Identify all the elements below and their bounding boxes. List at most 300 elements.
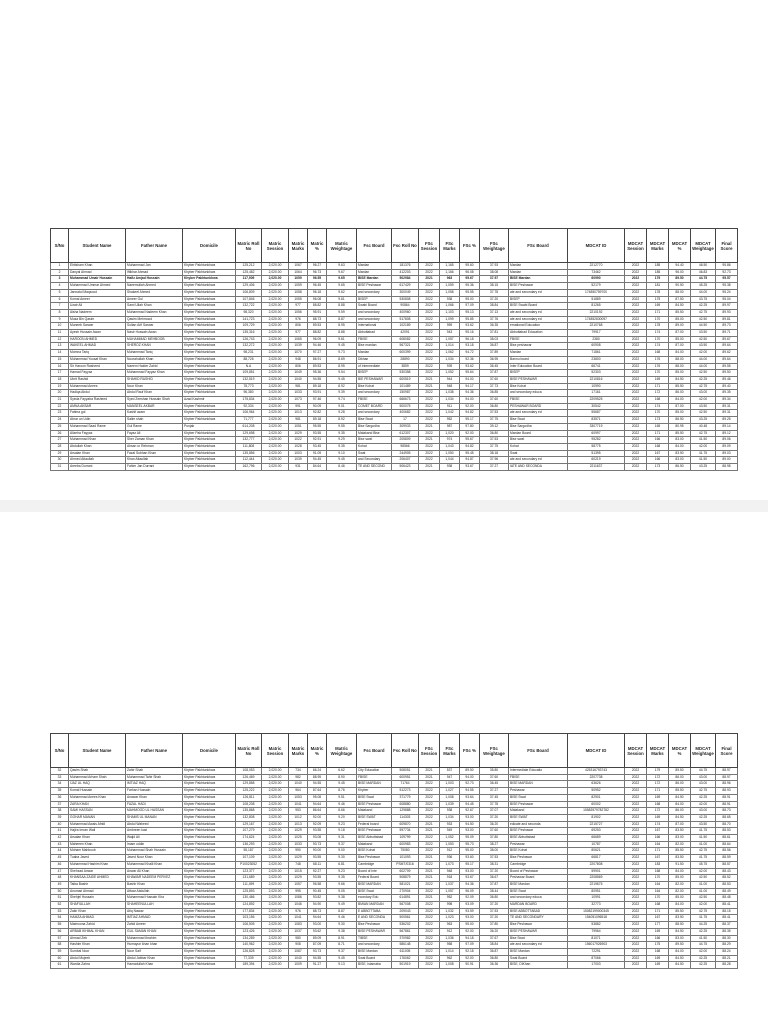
- table-cell: Tuaba Javed: [69, 855, 126, 862]
- table-row: [51, 814, 738, 821]
- table-cell: Danyal Ahmad: [69, 269, 126, 276]
- table-cell: 7: [51, 303, 69, 310]
- table-cell: 85.50: [669, 848, 691, 855]
- table-cell: 171: [647, 309, 669, 316]
- table-cell: Muhammad Nadeem Khan: [126, 309, 183, 316]
- table-cell: 1,020: [440, 430, 460, 437]
- table-cell: Bise swat: [357, 437, 392, 444]
- table-cell: Moham Mahboob: [69, 848, 126, 855]
- table-cell: 1029: [289, 875, 308, 882]
- table-cell: 2022: [625, 464, 647, 471]
- table-cell: 44.00: [691, 356, 716, 363]
- table-cell: 37.87: [480, 881, 509, 888]
- table-cell: 2,020.00: [262, 350, 289, 357]
- table-cell: 88.30: [716, 935, 738, 942]
- table-cell: 84.50: [669, 376, 691, 383]
- table-cell: 93.67: [460, 464, 480, 471]
- table-cell: 89.71: [716, 330, 738, 337]
- table-cell: 977: [289, 303, 308, 310]
- table-cell: 71,777: [236, 417, 262, 424]
- table-cell: 9.37: [327, 841, 357, 848]
- table-cell: 2022: [419, 781, 440, 788]
- table-cell: 9.35: [327, 875, 357, 882]
- table-cell: E ABBOTTABA: [357, 908, 392, 915]
- table-cell: 1,037: [440, 881, 460, 888]
- table-cell: 42.00: [691, 801, 716, 808]
- table-cell: 2,020.00: [262, 410, 289, 417]
- table-cell: Khyber Pakhtunkhwa: [183, 363, 236, 370]
- table-cell: Ubrit Rashid: [69, 376, 126, 383]
- table-cell: 150987: [392, 390, 419, 397]
- table-cell: 84.50: [669, 928, 691, 935]
- table-cell: 2022: [419, 801, 440, 808]
- table-cell: 2022: [419, 336, 440, 343]
- table-cell: 2022: [625, 376, 647, 383]
- table-cell: 95.00: [460, 296, 480, 303]
- table-cell: 990: [289, 848, 308, 855]
- table-cell: 597734: [392, 828, 419, 835]
- table-cell: 95.17: [460, 861, 480, 868]
- table-cell: 2022: [625, 962, 647, 969]
- table-cell: 1,003: [440, 781, 460, 788]
- table-cell: 166: [647, 935, 669, 942]
- table-cell: 2022: [419, 263, 440, 270]
- table-cell: 88.24: [716, 948, 738, 955]
- table-cell: 82901: [568, 794, 625, 801]
- table-cell: 958: [440, 942, 460, 949]
- table-cell: 170: [647, 875, 669, 882]
- table-cell: 18: [51, 376, 69, 383]
- table-cell: 9.45: [327, 955, 357, 962]
- table-cell: 2022: [625, 343, 647, 350]
- table-cell: 2021: [419, 276, 440, 283]
- table-row: [51, 942, 738, 949]
- table-cell: 88.91: [716, 801, 738, 808]
- table-cell: 41.75: [691, 828, 716, 835]
- table-cell: 908: [289, 942, 308, 949]
- table-cell: MARDAN BOARD: [509, 902, 568, 909]
- table-cell: 85.00: [669, 370, 691, 377]
- table-cell: 2022: [625, 390, 647, 397]
- table-cell: 164: [647, 841, 669, 848]
- table-cell: 976: [289, 908, 308, 915]
- table-cell: 95.36: [460, 283, 480, 290]
- table-cell: 1040: [289, 376, 308, 383]
- table-cell: 9.38: [327, 928, 357, 935]
- table-row: [51, 336, 738, 343]
- table-cell: 2021: [419, 383, 440, 390]
- table-cell: 185: [647, 269, 669, 276]
- table-cell: 2,020.00: [262, 383, 289, 390]
- table-cell: 530808: [392, 296, 419, 303]
- table-cell: 1039: [289, 343, 308, 350]
- table-cell: FBISE: [509, 397, 568, 404]
- table-cell: 2,020.00: [262, 283, 289, 290]
- table-cell: Alizeha Fayyaz: [69, 430, 126, 437]
- column-header: MDCAT %: [669, 229, 691, 263]
- table-row: [51, 289, 738, 296]
- table-cell: 14: [51, 350, 69, 357]
- table-cell: MANSEEL AKBAR: [126, 403, 183, 410]
- table-cell: Javed Noor Khan: [126, 855, 183, 862]
- table-cell: Khyber Pakhtunkhwa: [183, 316, 236, 323]
- table-cell: 2,020.00: [262, 370, 289, 377]
- table-cell: 123,377: [236, 868, 262, 875]
- table-cell: 949: [440, 828, 460, 835]
- table-cell: 166: [647, 457, 669, 464]
- table-cell: 944: [440, 376, 460, 383]
- table-cell: Khyber Pakhtunkhwa: [183, 263, 236, 270]
- table-cell: 44: [51, 848, 69, 855]
- table-cell: 2,020.00: [262, 437, 289, 444]
- table-cell: Ayesh Hussain Awan: [69, 330, 126, 337]
- table-cell: 30542: [568, 403, 625, 410]
- table-cell: 974: [440, 437, 460, 444]
- table-cell: 2022: [625, 794, 647, 801]
- table-cell: 8.71: [327, 942, 357, 949]
- table-cell: 2,020.00: [262, 316, 289, 323]
- table-cell: 36.80: [480, 430, 509, 437]
- table-cell: Muhammad Tahir Shah: [126, 774, 183, 781]
- table-cell: 609870: [392, 821, 419, 828]
- table-cell: Khyber Pakhtunkhwa: [183, 962, 236, 969]
- table-cell: 89.00: [669, 323, 691, 330]
- table-cell: 2,020.00: [262, 875, 289, 882]
- table-cell: 172: [647, 808, 669, 815]
- table-cell: 8.87: [327, 316, 357, 323]
- table-cell: 82.00: [669, 841, 691, 848]
- table-cell: 9.67: [327, 269, 357, 276]
- table-cell: 38: [51, 808, 69, 815]
- table-cell: 166: [647, 835, 669, 842]
- table-cell: 6.81: [327, 861, 357, 868]
- table-cell: 85.00: [669, 336, 691, 343]
- table-cell: 170: [647, 370, 669, 377]
- table-cell: Muhammad Ibrahim: [126, 935, 183, 942]
- table-cell: 36.95: [480, 356, 509, 363]
- table-cell: 86.00: [669, 774, 691, 781]
- table-cell: 38.44: [480, 888, 509, 895]
- table-cell: 600399: [392, 350, 419, 357]
- table-cell: 37.53: [480, 437, 509, 444]
- table-cell: 2022: [625, 881, 647, 888]
- table-cell: Gul Rame: [126, 423, 183, 430]
- table-cell: Federal Board: [357, 875, 392, 882]
- table-cell: Bise swat: [509, 437, 568, 444]
- table-cell: 88.37: [716, 922, 738, 929]
- table-cell: 135,316: [236, 330, 262, 337]
- table-cell: Khyber Pakhtunkhwa: [183, 370, 236, 377]
- table-cell: 911: [440, 403, 460, 410]
- table-cell: 1,166: [440, 269, 460, 276]
- table-cell: 9.28: [327, 410, 357, 417]
- column-header: MDCAT Marks: [647, 229, 669, 263]
- table-cell: Peshawar: [509, 841, 568, 848]
- table-cell: 36.36: [480, 962, 509, 969]
- column-header: Fsc Board: [357, 229, 392, 263]
- table-cell: Syed Zeeshan Hussain Shah: [126, 397, 183, 404]
- table-cell: ate and secondary ed: [509, 289, 568, 296]
- table-cell: 72291: [568, 948, 625, 955]
- table-cell: Khyber Pakhtunkhwa: [183, 895, 236, 902]
- table-row: [51, 309, 738, 316]
- table-cell: 508051: [392, 768, 419, 775]
- table-cell: 89.34: [716, 397, 738, 404]
- table-cell: 36.20: [480, 928, 509, 935]
- table-cell: 2207738: [568, 774, 625, 781]
- table-cell: 2022: [625, 336, 647, 343]
- table-cell: Mardan: [509, 263, 568, 270]
- table-cell: 47: [51, 868, 69, 875]
- table-cell: 1033: [289, 390, 308, 397]
- table-cell: 976: [289, 316, 308, 323]
- table-cell: 1040: [289, 781, 308, 788]
- table-cell: 41.75: [691, 915, 716, 922]
- table-cell: 42.25: [691, 376, 716, 383]
- table-cell: 96.58: [308, 881, 327, 888]
- column-header: Father Name: [126, 229, 183, 263]
- table-cell: 94.82: [460, 443, 480, 450]
- table-cell: 2,020.00: [262, 443, 289, 450]
- table-cell: BISE Swat: [509, 888, 568, 895]
- table-cell: 66741: [568, 363, 625, 370]
- table-cell: 37.75: [480, 443, 509, 450]
- table-cell: 2,020.00: [262, 768, 289, 775]
- table-cell: 88.53: [716, 828, 738, 835]
- table-cell: 1,050: [440, 450, 460, 457]
- table-cell: 1073: [289, 397, 308, 404]
- table-cell: 107,279: [236, 828, 262, 835]
- table-cell: 912: [440, 928, 460, 935]
- table-cell: 2,020.00: [262, 888, 289, 895]
- table-cell: City Education: [357, 768, 392, 775]
- table-cell: 96.45: [308, 283, 327, 290]
- table-cell: 2022: [625, 263, 647, 270]
- table-cell: 96.00: [669, 269, 691, 276]
- table-cell: 991: [289, 403, 308, 410]
- table-cell: Khyber Pakhtunkhwa: [183, 450, 236, 457]
- table-cell: 87.00: [669, 343, 691, 350]
- table-row: [51, 848, 738, 855]
- table-cell: 16: [51, 363, 69, 370]
- table-cell: 89.18: [308, 383, 327, 390]
- table-cell: 75080: [392, 848, 419, 855]
- table-cell: 92.09: [460, 895, 480, 902]
- table-cell: 1059: [289, 276, 308, 283]
- table-cell: 1003: [289, 450, 308, 457]
- table-cell: 2208569: [568, 875, 625, 882]
- table-cell: 2022: [625, 397, 647, 404]
- table-cell: 37.73: [480, 383, 509, 390]
- table-cell: 2,020.00: [262, 774, 289, 781]
- table-row: [51, 962, 738, 969]
- table-cell: 69253: [568, 828, 625, 835]
- table-cell: 2,020.00: [262, 855, 289, 862]
- table-cell: International: [357, 323, 392, 330]
- table-cell: 170: [647, 895, 669, 902]
- table-cell: Iftikhar Ahmad: [126, 269, 183, 276]
- table-cell: 42.75: [691, 788, 716, 795]
- table-cell: 95.24: [716, 289, 738, 296]
- table-cell: BISE PESHAWAR: [357, 928, 392, 935]
- table-cell: 21: [51, 397, 69, 404]
- table-cell: 43.50: [691, 403, 716, 410]
- table-cell: 60219: [568, 457, 625, 464]
- table-cell: ate and secondary ed: [509, 309, 568, 316]
- table-cell: 83.50: [669, 855, 691, 862]
- table-cell: Bise peshawar: [509, 343, 568, 350]
- header-row: [51, 734, 738, 768]
- table-cell: 23: [51, 410, 69, 417]
- table-cell: Muhammad Khalil Khan: [126, 861, 183, 868]
- table-cell: 37.60: [480, 774, 509, 781]
- table-cell: Swat: [357, 450, 392, 457]
- table-cell: FAZAL HADI: [126, 801, 183, 808]
- table-cell: 32: [51, 768, 69, 775]
- table-cell: 171: [647, 908, 669, 915]
- table-cell: 91.50: [669, 861, 691, 868]
- table-cell: 24: [51, 417, 69, 424]
- table-cell: 92.73: [460, 781, 480, 788]
- table-cell: 89.50: [716, 370, 738, 377]
- table-cell: BISE SWAT: [509, 814, 568, 821]
- table-cell: IJAZ UL HAQ: [69, 781, 126, 788]
- table-cell: 2,020.00: [262, 881, 289, 888]
- table-cell: BISE Peshawar: [509, 283, 568, 290]
- table-cell: 88.70: [716, 821, 738, 828]
- table-cell: 1,014: [440, 948, 460, 955]
- table-row: [51, 828, 738, 835]
- table-cell: Khyber Pakhtunkhwa: [183, 343, 236, 350]
- table-cell: 94.45: [308, 457, 327, 464]
- table-cell: Khyber Pakhtunkhwa: [183, 788, 236, 795]
- table-cell: 44.75: [691, 768, 716, 775]
- table-cell: Shehzad Anwar: [69, 868, 126, 875]
- table-cell: 95.73: [460, 841, 480, 848]
- table-cell: Abbottabad: [357, 330, 392, 337]
- table-cell: BISE PESHAWAR: [509, 376, 568, 383]
- table-cell: 89.50: [669, 768, 691, 775]
- table-cell: 176062: [392, 955, 419, 962]
- table-cell: 2,020.00: [262, 403, 289, 410]
- table-cell: ZARA KHAN: [69, 801, 126, 808]
- column-header: Matric Roll No: [236, 734, 262, 768]
- table-cell: 88.57: [716, 861, 738, 868]
- table-cell: 81902: [568, 814, 625, 821]
- table-cell: GUL SAMAN KHAN: [126, 928, 183, 935]
- table-cell: 2022: [419, 430, 440, 437]
- table-cell: Swabi Board: [357, 303, 392, 310]
- table-cell: BISE Swat: [357, 794, 392, 801]
- table-cell: 42.25: [691, 928, 716, 935]
- table-cell: Khyber Pakhtunkhwa: [183, 417, 236, 424]
- table-cell: 2210768: [568, 323, 625, 330]
- table-cell: 9.18: [327, 828, 357, 835]
- table-cell: 8.91: [327, 935, 357, 942]
- table-cell: 92.00: [460, 430, 480, 437]
- table-cell: 9.45: [327, 781, 357, 788]
- table-cell: 35: [51, 788, 69, 795]
- table-cell: 2022: [419, 450, 440, 457]
- table-cell: 400960: [392, 309, 419, 316]
- table-cell: Fahim Jan Durrani: [126, 464, 183, 471]
- table-cell: 66689: [568, 835, 625, 842]
- table-cell: 89.46: [716, 376, 738, 383]
- table-cell: 84.00: [669, 397, 691, 404]
- table-cell: Khyber Pakhtunkhwa: [183, 935, 236, 942]
- table-cell: Khyber Pakhtunkhwa: [183, 881, 236, 888]
- table-cell: 37.07: [480, 808, 509, 815]
- table-cell: HAMZA AHMAD: [69, 915, 126, 922]
- table-cell: 2,020.00: [262, 788, 289, 795]
- table-cell: BISE Mardan: [509, 881, 568, 888]
- table-cell: Sumbal Noor: [69, 948, 126, 955]
- column-header: S/No: [51, 734, 69, 768]
- table-cell: 88.98: [716, 464, 738, 471]
- column-header: Domicile: [183, 229, 236, 263]
- table-cell: 94.00: [460, 397, 480, 404]
- table-cell: 95.17: [460, 417, 480, 424]
- table-cell: BIE PESHAWAR: [357, 376, 392, 383]
- table-cell: 2022: [625, 788, 647, 795]
- table-cell: 93.82: [308, 895, 327, 902]
- table-cell: 17161: [568, 390, 625, 397]
- table-cell: Taiba Bashir: [69, 881, 126, 888]
- table-cell: Komal Hussain: [69, 788, 126, 795]
- table-cell: Zahid Ameer: [126, 922, 183, 929]
- table-cell: 987: [440, 423, 460, 430]
- table-cell: 400682: [392, 410, 419, 417]
- table-cell: 87.64: [308, 788, 327, 795]
- table-cell: BISE Mardan: [509, 276, 568, 283]
- table-cell: Muhammad Anees Khan: [69, 794, 126, 801]
- table-cell: Ahmad Zeb: [69, 935, 126, 942]
- table-cell: 602709: [392, 868, 419, 875]
- table-cell: 205809: [392, 437, 419, 444]
- table-cell: 92.09: [308, 821, 327, 828]
- table-cell: 38.03: [480, 336, 509, 343]
- table-cell: IATE AND SECONDA: [509, 464, 568, 471]
- table-cell: 51395: [568, 450, 625, 457]
- table-cell: 500561: [392, 915, 419, 922]
- table-cell: 28: [51, 443, 69, 450]
- table-cell: Bise Kohat: [357, 383, 392, 390]
- table-cell: 1,052: [440, 370, 460, 377]
- table-cell: 68.11: [308, 861, 327, 868]
- table-cell: 176: [647, 356, 669, 363]
- table-cell: Fayaz Ali: [126, 430, 183, 437]
- table-cell: 29: [51, 450, 69, 457]
- table-cell: 9.74: [327, 397, 357, 404]
- table-cell: 94.55: [308, 955, 327, 962]
- table-cell: 44.75: [691, 942, 716, 949]
- table-cell: 608880: [392, 801, 419, 808]
- table-cell: 52: [51, 902, 69, 909]
- table-cell: 124,892: [236, 902, 262, 909]
- table-cell: 2022: [625, 835, 647, 842]
- table-cell: BISE Peshawar: [357, 828, 392, 835]
- table-cell: Punjab: [183, 423, 236, 430]
- table-cell: 614,208: [236, 423, 262, 430]
- sheet-page-2: [0, 512, 768, 1024]
- table-cell: Khyber Pakhtunkhwa: [183, 289, 236, 296]
- table-cell: Khyber Pakhtunkhwa: [183, 437, 236, 444]
- table-cell: 63626: [568, 781, 625, 788]
- table-cell: 41.00: [691, 841, 716, 848]
- table-cell: Swat Board: [357, 955, 392, 962]
- table-cell: 84.00: [669, 350, 691, 357]
- table-cell: Khyber Pakhtunkhwa: [183, 948, 236, 955]
